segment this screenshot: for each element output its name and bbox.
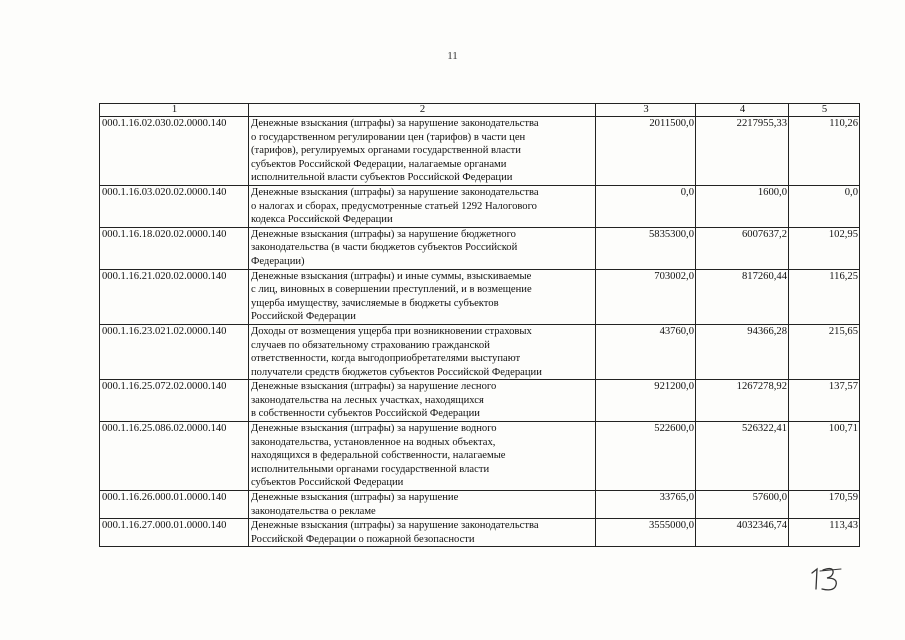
description-line: случаев по обязательному страхованию гражданской xyxy=(251,339,490,351)
percent-cell: 0,0 xyxy=(789,185,860,227)
revenue-table xyxy=(99,103,860,547)
description-line: Денежные взыскания (штрафы) за нарушение водного xyxy=(251,423,497,435)
revenue-description-cell xyxy=(249,117,596,186)
description-line: Федерации) xyxy=(251,255,305,267)
column-header: 1 xyxy=(100,104,249,117)
column-header: 3 xyxy=(596,104,696,117)
description-line: о налогах и сборах, предусмотренные статьей 1292 Налогового xyxy=(251,200,537,212)
column-header: 5 xyxy=(789,104,860,117)
description-line: Денежные взыскания (штрафы) за нарушение бюджетного xyxy=(251,228,516,240)
description-line: кодекса Российской Федерации xyxy=(251,214,393,226)
percent-cell: 100,71 xyxy=(789,422,860,491)
description-line: Доходы от возмещения ущерба при возникновении страховых xyxy=(251,325,532,337)
percent-cell: 110,26 xyxy=(789,117,860,186)
planned-amount-cell: 921200,0 xyxy=(596,380,696,422)
actual-amount-cell: 526322,41 xyxy=(696,422,789,491)
description-line: с лиц, виновных в совершении преступлений, и в возмещение xyxy=(251,284,532,296)
table-row xyxy=(100,422,860,491)
table-row xyxy=(100,519,860,547)
description-line: Денежные взыскания (штрафы) за нарушение законодательства xyxy=(251,118,539,129)
table-row xyxy=(100,227,860,269)
planned-amount-cell: 43760,0 xyxy=(596,324,696,379)
revenue-description-cell xyxy=(249,422,596,491)
table-row xyxy=(100,117,860,186)
description-line: (тарифов), регулируемых органами государственной власти xyxy=(251,145,521,157)
table-row xyxy=(100,269,860,324)
revenue-description-cell xyxy=(249,269,596,324)
percent-cell: 137,57 xyxy=(789,380,860,422)
description-line: исполнительной власти субъектов Российской Федерации xyxy=(251,172,513,184)
budget-code-cell: 000.1.16.25.086.02.0000.140 xyxy=(100,422,249,491)
actual-amount-cell: 817260,44 xyxy=(696,269,789,324)
table-row xyxy=(100,185,860,227)
table-row xyxy=(100,491,860,519)
description-line: законодательства, установленное на водных объектах, xyxy=(251,436,496,448)
description-line: Денежные взыскания (штрафы) за нарушение законодательства xyxy=(251,520,539,532)
table-body xyxy=(100,117,860,547)
description-line: Денежные взыскания (штрафы) за нарушение лесного xyxy=(251,381,497,393)
revenue-description-cell xyxy=(249,491,596,519)
budget-code-cell: 000.1.16.25.072.02.0000.140 xyxy=(100,380,249,422)
actual-amount-cell: 6007637,2 xyxy=(696,227,789,269)
budget-code-cell: 000.1.16.23.021.02.0000.140 xyxy=(100,324,249,379)
planned-amount-cell: 522600,0 xyxy=(596,422,696,491)
actual-amount-cell: 2217955,33 xyxy=(696,117,789,186)
table-row xyxy=(100,324,860,379)
description-line: ответственности, когда выгодоприобретателями выступают xyxy=(251,353,521,365)
description-line: находящихся в федеральной собственности, налагаемые xyxy=(251,450,506,462)
percent-cell: 102,95 xyxy=(789,227,860,269)
description-line: законодательства о рекламе xyxy=(251,505,376,517)
planned-amount-cell: 33765,0 xyxy=(596,491,696,519)
budget-code-cell: 000.1.16.26.000.01.0000.140 xyxy=(100,491,249,519)
description-line: законодательства на лесных участках, находящихся xyxy=(251,394,484,406)
planned-amount-cell: 3555000,0 xyxy=(596,519,696,547)
actual-amount-cell: 1267278,92 xyxy=(696,380,789,422)
revenue-description-cell xyxy=(249,519,596,547)
revenue-description-cell xyxy=(249,227,596,269)
description-line: Российской Федерации xyxy=(251,311,356,323)
budget-code-cell: 000.1.16.02.030.02.0000.140 xyxy=(100,117,249,186)
description-line: Денежные взыскания (штрафы) за нарушение xyxy=(251,492,459,504)
page-number: 11 xyxy=(447,50,458,62)
budget-code-cell: 000.1.16.21.020.02.0000.140 xyxy=(100,269,249,324)
description-line: о государственном регулировании цен (тарифов) в части цен xyxy=(251,131,526,143)
description-line: субъектов Российской Федерации, налагаемые органами xyxy=(251,158,507,170)
description-line: Российской Федерации о пожарной безопасности xyxy=(251,533,475,545)
description-line: исполнительными органами государственной власти xyxy=(251,463,490,475)
revenue-description-cell xyxy=(249,185,596,227)
actual-amount-cell: 1600,0 xyxy=(696,185,789,227)
budget-code-cell: 000.1.16.03.020.02.0000.140 xyxy=(100,185,249,227)
actual-amount-cell: 4032346,74 xyxy=(696,519,789,547)
actual-amount-cell: 94366,28 xyxy=(696,324,789,379)
planned-amount-cell: 5835300,0 xyxy=(596,227,696,269)
column-header: 4 xyxy=(696,104,789,117)
planned-amount-cell: 703002,0 xyxy=(596,269,696,324)
planned-amount-cell: 2011500,0 xyxy=(596,117,696,186)
revenue-description-cell xyxy=(249,380,596,422)
percent-cell: 215,65 xyxy=(789,324,860,379)
description-line: Денежные взыскания (штрафы) за нарушение законодательства xyxy=(251,186,539,198)
description-line: получатели средств бюджетов субъектов Российской Федерации xyxy=(251,366,542,378)
budget-code-cell: 000.1.16.27.000.01.0000.140 xyxy=(100,519,249,547)
description-line: в собственности субъектов Российской Федерации xyxy=(251,408,480,420)
description-line: ущерба имуществу, зачисляемые в бюджеты субъектов xyxy=(251,297,499,309)
actual-amount-cell: 57600,0 xyxy=(696,491,789,519)
description-line: Денежные взыскания (штрафы) и иные суммы, взыскиваемые xyxy=(251,270,532,282)
column-header: 2 xyxy=(249,104,596,117)
percent-cell: 116,25 xyxy=(789,269,860,324)
description-line: субъектов Российской Федерации xyxy=(251,477,404,489)
description-line: законодательства (в части бюджетов субъектов Российской xyxy=(251,242,518,254)
revenue-description-cell xyxy=(249,324,596,379)
handwritten-page-mark xyxy=(808,565,844,593)
planned-amount-cell: 0,0 xyxy=(596,185,696,227)
budget-code-cell: 000.1.16.18.020.02.0000.140 xyxy=(100,227,249,269)
table-header-row xyxy=(100,104,860,117)
percent-cell: 170,59 xyxy=(789,491,860,519)
percent-cell: 113,43 xyxy=(789,519,860,547)
table-row xyxy=(100,380,860,422)
